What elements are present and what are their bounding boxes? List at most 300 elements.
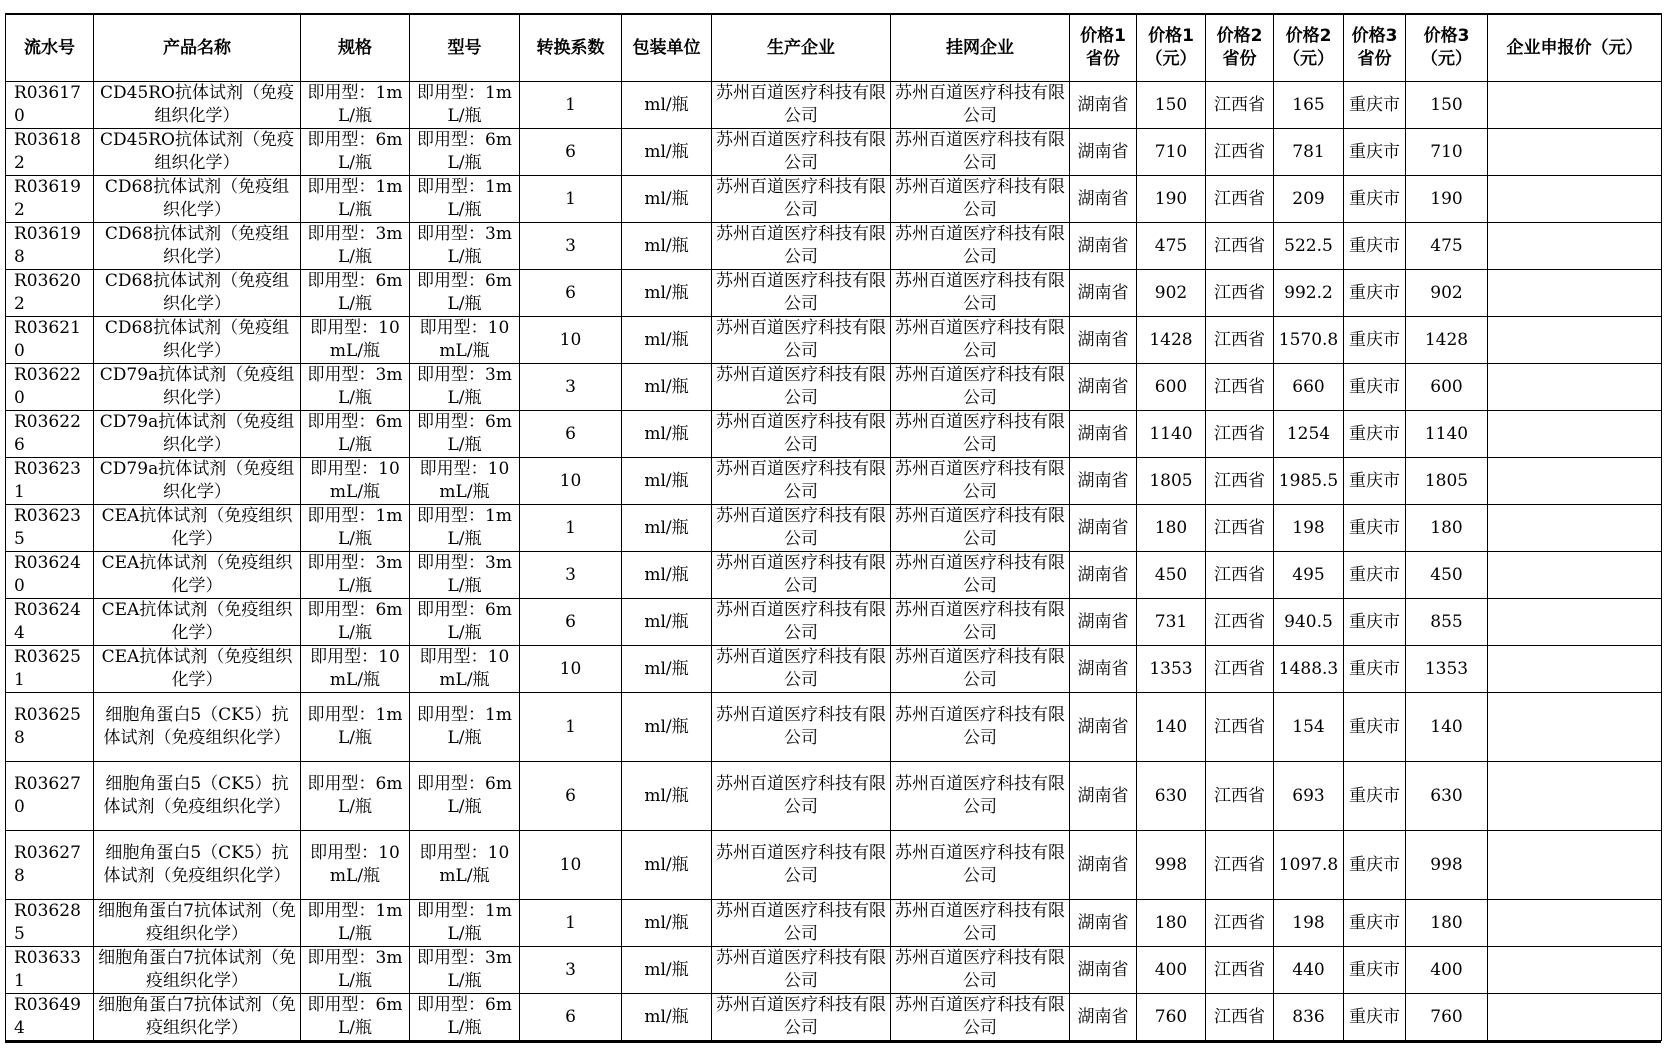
manufacturer-cell: 苏州百道医疗科技有限公司 xyxy=(712,646,891,693)
product-name-cell: 细胞角蛋白5（CK5）抗体试剂（免疫组织化学） xyxy=(94,762,301,831)
conversion-factor-cell: 10 xyxy=(520,458,622,505)
conversion-factor-cell: 6 xyxy=(520,129,622,176)
table-row xyxy=(6,270,1662,317)
specification-cell: 即用型：1mL/瓶 xyxy=(301,505,410,552)
price1-province-cell: 湖南省 xyxy=(1070,82,1137,129)
price1-value-cell: 1428 xyxy=(1137,317,1206,364)
price2-province-cell: 江西省 xyxy=(1206,599,1274,646)
price3-value-cell: 475 xyxy=(1406,223,1488,270)
package-unit-cell: ml/瓶 xyxy=(622,994,712,1041)
price1-value-cell: 1353 xyxy=(1137,646,1206,693)
manufacturer-cell: 苏州百道医疗科技有限公司 xyxy=(712,552,891,599)
model-cell: 即用型：3mL/瓶 xyxy=(410,223,520,270)
product-name-cell: 细胞角蛋白7抗体试剂（免疫组织化学） xyxy=(94,947,301,994)
conversion-factor-cell: 10 xyxy=(520,646,622,693)
column-header-conversion-factor: 转换系数 xyxy=(520,14,622,82)
manufacturer-cell: 苏州百道医疗科技有限公司 xyxy=(712,458,891,505)
manufacturer-cell: 苏州百道医疗科技有限公司 xyxy=(712,270,891,317)
conversion-factor-cell: 3 xyxy=(520,947,622,994)
declared-price-cell xyxy=(1488,505,1662,552)
price2-value-cell: 1097.8 xyxy=(1274,831,1344,900)
conversion-factor-cell: 6 xyxy=(520,762,622,831)
table-row xyxy=(6,994,1662,1041)
price2-value-cell: 209 xyxy=(1274,176,1344,223)
product-name-cell: 细胞角蛋白7抗体试剂（免疫组织化学） xyxy=(94,994,301,1041)
price2-province-cell: 江西省 xyxy=(1206,947,1274,994)
model-cell: 即用型：6mL/瓶 xyxy=(410,994,520,1041)
price1-province-cell: 湖南省 xyxy=(1070,458,1137,505)
model-cell: 即用型：6mL/瓶 xyxy=(410,599,520,646)
price1-province-cell: 湖南省 xyxy=(1070,270,1137,317)
declared-price-cell xyxy=(1488,82,1662,129)
conversion-factor-cell: 10 xyxy=(520,831,622,900)
manufacturer-cell: 苏州百道医疗科技有限公司 xyxy=(712,599,891,646)
specification-cell: 即用型：10mL/瓶 xyxy=(301,317,410,364)
price2-value-cell: 693 xyxy=(1274,762,1344,831)
model-cell: 即用型：1mL/瓶 xyxy=(410,693,520,762)
price2-province-cell: 江西省 xyxy=(1206,411,1274,458)
package-unit-cell: ml/瓶 xyxy=(622,82,712,129)
header-row xyxy=(6,14,1662,82)
conversion-factor-cell: 6 xyxy=(520,411,622,458)
listing-company-cell: 苏州百道医疗科技有限公司 xyxy=(891,129,1070,176)
conversion-factor-cell: 1 xyxy=(520,900,622,947)
product-name-cell: CD45RO抗体试剂（免疫组织化学） xyxy=(94,82,301,129)
product-name-cell: CD68抗体试剂（免疫组织化学） xyxy=(94,270,301,317)
package-unit-cell: ml/瓶 xyxy=(622,505,712,552)
package-unit-cell: ml/瓶 xyxy=(622,693,712,762)
conversion-factor-cell: 6 xyxy=(520,270,622,317)
conversion-factor-cell: 1 xyxy=(520,693,622,762)
package-unit-cell: ml/瓶 xyxy=(622,947,712,994)
price1-province-cell: 湖南省 xyxy=(1070,223,1137,270)
price3-province-cell: 重庆市 xyxy=(1344,129,1406,176)
column-header-price3-value: 价格3（元） xyxy=(1406,14,1488,82)
conversion-factor-cell: 1 xyxy=(520,82,622,129)
price3-value-cell: 600 xyxy=(1406,364,1488,411)
declared-price-cell xyxy=(1488,947,1662,994)
table-row xyxy=(6,552,1662,599)
price2-value-cell: 1488.3 xyxy=(1274,646,1344,693)
conversion-factor-cell: 3 xyxy=(520,223,622,270)
price1-province-cell: 湖南省 xyxy=(1070,129,1137,176)
price1-province-cell: 湖南省 xyxy=(1070,646,1137,693)
listing-company-cell: 苏州百道医疗科技有限公司 xyxy=(891,646,1070,693)
serial-cell: R036210 xyxy=(6,317,94,364)
price2-value-cell: 781 xyxy=(1274,129,1344,176)
table-row xyxy=(6,176,1662,223)
price2-value-cell: 660 xyxy=(1274,364,1344,411)
package-unit-cell: ml/瓶 xyxy=(622,270,712,317)
price1-province-cell: 湖南省 xyxy=(1070,947,1137,994)
column-header-package-unit: 包装单位 xyxy=(622,14,712,82)
specification-cell: 即用型：6mL/瓶 xyxy=(301,762,410,831)
declared-price-cell xyxy=(1488,411,1662,458)
price3-value-cell: 180 xyxy=(1406,505,1488,552)
package-unit-cell: ml/瓶 xyxy=(622,552,712,599)
listing-company-cell: 苏州百道医疗科技有限公司 xyxy=(891,317,1070,364)
table-row xyxy=(6,82,1662,129)
conversion-factor-cell: 6 xyxy=(520,994,622,1041)
price1-value-cell: 180 xyxy=(1137,505,1206,552)
price2-province-cell: 江西省 xyxy=(1206,762,1274,831)
table-row xyxy=(6,693,1662,762)
listing-company-cell: 苏州百道医疗科技有限公司 xyxy=(891,82,1070,129)
price2-value-cell: 940.5 xyxy=(1274,599,1344,646)
product-name-cell: CD79a抗体试剂（免疫组织化学） xyxy=(94,411,301,458)
price2-province-cell: 江西省 xyxy=(1206,458,1274,505)
column-header-model: 型号 xyxy=(410,14,520,82)
price1-value-cell: 450 xyxy=(1137,552,1206,599)
serial-cell: R036202 xyxy=(6,270,94,317)
price2-province-cell: 江西省 xyxy=(1206,270,1274,317)
model-cell: 即用型：10mL/瓶 xyxy=(410,458,520,505)
price1-province-cell: 湖南省 xyxy=(1070,505,1137,552)
package-unit-cell: ml/瓶 xyxy=(622,646,712,693)
product-name-cell: CD68抗体试剂（免疫组织化学） xyxy=(94,176,301,223)
product-name-cell: CEA抗体试剂（免疫组织化学） xyxy=(94,505,301,552)
price3-province-cell: 重庆市 xyxy=(1344,994,1406,1041)
price2-province-cell: 江西省 xyxy=(1206,831,1274,900)
table-row xyxy=(6,364,1662,411)
table-row xyxy=(6,831,1662,900)
price1-value-cell: 630 xyxy=(1137,762,1206,831)
price3-province-cell: 重庆市 xyxy=(1344,831,1406,900)
package-unit-cell: ml/瓶 xyxy=(622,831,712,900)
price3-value-cell: 1140 xyxy=(1406,411,1488,458)
listing-company-cell: 苏州百道医疗科技有限公司 xyxy=(891,458,1070,505)
price3-value-cell: 180 xyxy=(1406,900,1488,947)
price2-value-cell: 1570.8 xyxy=(1274,317,1344,364)
model-cell: 即用型：10mL/瓶 xyxy=(410,831,520,900)
manufacturer-cell: 苏州百道医疗科技有限公司 xyxy=(712,693,891,762)
declared-price-cell xyxy=(1488,176,1662,223)
price3-value-cell: 140 xyxy=(1406,693,1488,762)
column-header-declared-price: 企业申报价（元） xyxy=(1488,14,1662,82)
price3-province-cell: 重庆市 xyxy=(1344,270,1406,317)
table-row xyxy=(6,458,1662,505)
listing-company-cell: 苏州百道医疗科技有限公司 xyxy=(891,270,1070,317)
specification-cell: 即用型：3mL/瓶 xyxy=(301,223,410,270)
model-cell: 即用型：1mL/瓶 xyxy=(410,900,520,947)
product-name-cell: CEA抗体试剂（免疫组织化学） xyxy=(94,552,301,599)
model-cell: 即用型：10mL/瓶 xyxy=(410,646,520,693)
price3-province-cell: 重庆市 xyxy=(1344,552,1406,599)
price3-province-cell: 重庆市 xyxy=(1344,947,1406,994)
price1-value-cell: 180 xyxy=(1137,900,1206,947)
manufacturer-cell: 苏州百道医疗科技有限公司 xyxy=(712,994,891,1041)
column-header-price3-province: 价格3省份 xyxy=(1344,14,1406,82)
price3-province-cell: 重庆市 xyxy=(1344,458,1406,505)
manufacturer-cell: 苏州百道医疗科技有限公司 xyxy=(712,364,891,411)
table-row xyxy=(6,900,1662,947)
manufacturer-cell: 苏州百道医疗科技有限公司 xyxy=(712,762,891,831)
table-row xyxy=(6,947,1662,994)
price3-province-cell: 重庆市 xyxy=(1344,646,1406,693)
price1-value-cell: 710 xyxy=(1137,129,1206,176)
price2-province-cell: 江西省 xyxy=(1206,176,1274,223)
model-cell: 即用型：3mL/瓶 xyxy=(410,364,520,411)
declared-price-cell xyxy=(1488,693,1662,762)
manufacturer-cell: 苏州百道医疗科技有限公司 xyxy=(712,176,891,223)
specification-cell: 即用型：6mL/瓶 xyxy=(301,129,410,176)
table-row xyxy=(6,646,1662,693)
package-unit-cell: ml/瓶 xyxy=(622,223,712,270)
price1-value-cell: 190 xyxy=(1137,176,1206,223)
specification-cell: 即用型：3mL/瓶 xyxy=(301,947,410,994)
price1-province-cell: 湖南省 xyxy=(1070,317,1137,364)
specification-cell: 即用型：6mL/瓶 xyxy=(301,270,410,317)
model-cell: 即用型：6mL/瓶 xyxy=(410,762,520,831)
package-unit-cell: ml/瓶 xyxy=(622,762,712,831)
declared-price-cell xyxy=(1488,831,1662,900)
price3-value-cell: 1353 xyxy=(1406,646,1488,693)
package-unit-cell: ml/瓶 xyxy=(622,176,712,223)
declared-price-cell xyxy=(1488,317,1662,364)
price1-value-cell: 150 xyxy=(1137,82,1206,129)
declared-price-cell xyxy=(1488,364,1662,411)
manufacturer-cell: 苏州百道医疗科技有限公司 xyxy=(712,411,891,458)
declared-price-cell xyxy=(1488,552,1662,599)
table-row xyxy=(6,129,1662,176)
package-unit-cell: ml/瓶 xyxy=(622,900,712,947)
table-row xyxy=(6,223,1662,270)
model-cell: 即用型：3mL/瓶 xyxy=(410,552,520,599)
model-cell: 即用型：6mL/瓶 xyxy=(410,270,520,317)
price1-value-cell: 1805 xyxy=(1137,458,1206,505)
listing-company-cell: 苏州百道医疗科技有限公司 xyxy=(891,411,1070,458)
model-cell: 即用型：10mL/瓶 xyxy=(410,317,520,364)
table-row xyxy=(6,762,1662,831)
declared-price-cell xyxy=(1488,129,1662,176)
table-row xyxy=(6,599,1662,646)
serial-cell: R036278 xyxy=(6,831,94,900)
price2-value-cell: 1985.5 xyxy=(1274,458,1344,505)
price3-province-cell: 重庆市 xyxy=(1344,693,1406,762)
price2-province-cell: 江西省 xyxy=(1206,82,1274,129)
package-unit-cell: ml/瓶 xyxy=(622,411,712,458)
manufacturer-cell: 苏州百道医疗科技有限公司 xyxy=(712,947,891,994)
price2-value-cell: 198 xyxy=(1274,900,1344,947)
package-unit-cell: ml/瓶 xyxy=(622,458,712,505)
listing-company-cell: 苏州百道医疗科技有限公司 xyxy=(891,831,1070,900)
product-name-cell: CD45RO抗体试剂（免疫组织化学） xyxy=(94,129,301,176)
price1-value-cell: 600 xyxy=(1137,364,1206,411)
listing-company-cell: 苏州百道医疗科技有限公司 xyxy=(891,176,1070,223)
price2-province-cell: 江西省 xyxy=(1206,223,1274,270)
price2-province-cell: 江西省 xyxy=(1206,646,1274,693)
package-unit-cell: ml/瓶 xyxy=(622,129,712,176)
price3-province-cell: 重庆市 xyxy=(1344,411,1406,458)
product-name-cell: 细胞角蛋白5（CK5）抗体试剂（免疫组织化学） xyxy=(94,693,301,762)
column-header-specification: 规格 xyxy=(301,14,410,82)
price3-value-cell: 450 xyxy=(1406,552,1488,599)
declared-price-cell xyxy=(1488,599,1662,646)
serial-cell: R036226 xyxy=(6,411,94,458)
price1-province-cell: 湖南省 xyxy=(1070,411,1137,458)
price1-province-cell: 湖南省 xyxy=(1070,552,1137,599)
conversion-factor-cell: 6 xyxy=(520,599,622,646)
serial-cell: R036258 xyxy=(6,693,94,762)
listing-company-cell: 苏州百道医疗科技有限公司 xyxy=(891,364,1070,411)
specification-cell: 即用型：6mL/瓶 xyxy=(301,599,410,646)
model-cell: 即用型：1mL/瓶 xyxy=(410,505,520,552)
model-cell: 即用型：6mL/瓶 xyxy=(410,129,520,176)
listing-company-cell: 苏州百道医疗科技有限公司 xyxy=(891,900,1070,947)
column-header-price2-province: 价格2省份 xyxy=(1206,14,1274,82)
conversion-factor-cell: 1 xyxy=(520,176,622,223)
column-header-manufacturer: 生产企业 xyxy=(712,14,891,82)
package-unit-cell: ml/瓶 xyxy=(622,317,712,364)
model-cell: 即用型：6mL/瓶 xyxy=(410,411,520,458)
price1-value-cell: 731 xyxy=(1137,599,1206,646)
price3-value-cell: 150 xyxy=(1406,82,1488,129)
manufacturer-cell: 苏州百道医疗科技有限公司 xyxy=(712,505,891,552)
price1-value-cell: 760 xyxy=(1137,994,1206,1041)
price-table-sheet xyxy=(5,13,1661,1043)
declared-price-cell xyxy=(1488,994,1662,1041)
price3-value-cell: 1805 xyxy=(1406,458,1488,505)
serial-cell: R036192 xyxy=(6,176,94,223)
table-row xyxy=(6,317,1662,364)
price3-province-cell: 重庆市 xyxy=(1344,82,1406,129)
price3-value-cell: 1428 xyxy=(1406,317,1488,364)
manufacturer-cell: 苏州百道医疗科技有限公司 xyxy=(712,223,891,270)
product-name-cell: CEA抗体试剂（免疫组织化学） xyxy=(94,646,301,693)
model-cell: 即用型：1mL/瓶 xyxy=(410,82,520,129)
listing-company-cell: 苏州百道医疗科技有限公司 xyxy=(891,762,1070,831)
price3-value-cell: 855 xyxy=(1406,599,1488,646)
price2-province-cell: 江西省 xyxy=(1206,693,1274,762)
price1-province-cell: 湖南省 xyxy=(1070,176,1137,223)
manufacturer-cell: 苏州百道医疗科技有限公司 xyxy=(712,900,891,947)
specification-cell: 即用型：1mL/瓶 xyxy=(301,176,410,223)
product-name-cell: 细胞角蛋白7抗体试剂（免疫组织化学） xyxy=(94,900,301,947)
product-name-cell: CD68抗体试剂（免疫组织化学） xyxy=(94,317,301,364)
column-header-price1-province: 价格1省份 xyxy=(1070,14,1137,82)
listing-company-cell: 苏州百道医疗科技有限公司 xyxy=(891,552,1070,599)
serial-cell: R036220 xyxy=(6,364,94,411)
price2-province-cell: 江西省 xyxy=(1206,552,1274,599)
specification-cell: 即用型：3mL/瓶 xyxy=(301,552,410,599)
product-name-cell: CD79a抗体试剂（免疫组织化学） xyxy=(94,364,301,411)
specification-cell: 即用型：10mL/瓶 xyxy=(301,646,410,693)
specification-cell: 即用型：1mL/瓶 xyxy=(301,82,410,129)
serial-cell: R036244 xyxy=(6,599,94,646)
serial-cell: R036331 xyxy=(6,947,94,994)
serial-cell: R036198 xyxy=(6,223,94,270)
serial-cell: R036235 xyxy=(6,505,94,552)
listing-company-cell: 苏州百道医疗科技有限公司 xyxy=(891,505,1070,552)
conversion-factor-cell: 10 xyxy=(520,317,622,364)
price2-value-cell: 1254 xyxy=(1274,411,1344,458)
price3-value-cell: 400 xyxy=(1406,947,1488,994)
declared-price-cell xyxy=(1488,646,1662,693)
price1-province-cell: 湖南省 xyxy=(1070,900,1137,947)
price1-value-cell: 400 xyxy=(1137,947,1206,994)
price3-value-cell: 630 xyxy=(1406,762,1488,831)
price1-province-cell: 湖南省 xyxy=(1070,994,1137,1041)
price3-province-cell: 重庆市 xyxy=(1344,599,1406,646)
conversion-factor-cell: 3 xyxy=(520,364,622,411)
price2-province-cell: 江西省 xyxy=(1206,994,1274,1041)
price2-province-cell: 江西省 xyxy=(1206,364,1274,411)
declared-price-cell xyxy=(1488,900,1662,947)
price3-province-cell: 重庆市 xyxy=(1344,176,1406,223)
price2-value-cell: 198 xyxy=(1274,505,1344,552)
manufacturer-cell: 苏州百道医疗科技有限公司 xyxy=(712,317,891,364)
price2-province-cell: 江西省 xyxy=(1206,505,1274,552)
price3-province-cell: 重庆市 xyxy=(1344,223,1406,270)
conversion-factor-cell: 3 xyxy=(520,552,622,599)
price1-value-cell: 1140 xyxy=(1137,411,1206,458)
manufacturer-cell: 苏州百道医疗科技有限公司 xyxy=(712,129,891,176)
conversion-factor-cell: 1 xyxy=(520,505,622,552)
column-header-listing-company: 挂网企业 xyxy=(891,14,1070,82)
price2-value-cell: 522.5 xyxy=(1274,223,1344,270)
table-body xyxy=(6,82,1662,1041)
price1-province-cell: 湖南省 xyxy=(1070,831,1137,900)
price3-province-cell: 重庆市 xyxy=(1344,505,1406,552)
column-header-price1-value: 价格1（元） xyxy=(1137,14,1206,82)
model-cell: 即用型：1mL/瓶 xyxy=(410,176,520,223)
listing-company-cell: 苏州百道医疗科技有限公司 xyxy=(891,693,1070,762)
price2-province-cell: 江西省 xyxy=(1206,317,1274,364)
price3-province-cell: 重庆市 xyxy=(1344,364,1406,411)
serial-cell: R036231 xyxy=(6,458,94,505)
price-table xyxy=(5,13,1662,1041)
specification-cell: 即用型：6mL/瓶 xyxy=(301,411,410,458)
price1-value-cell: 902 xyxy=(1137,270,1206,317)
serial-cell: R036170 xyxy=(6,82,94,129)
declared-price-cell xyxy=(1488,762,1662,831)
manufacturer-cell: 苏州百道医疗科技有限公司 xyxy=(712,82,891,129)
price2-province-cell: 江西省 xyxy=(1206,900,1274,947)
declared-price-cell xyxy=(1488,458,1662,505)
price2-value-cell: 440 xyxy=(1274,947,1344,994)
declared-price-cell xyxy=(1488,223,1662,270)
price3-province-cell: 重庆市 xyxy=(1344,762,1406,831)
serial-cell: R036251 xyxy=(6,646,94,693)
price3-province-cell: 重庆市 xyxy=(1344,317,1406,364)
price3-province-cell: 重庆市 xyxy=(1344,900,1406,947)
serial-cell: R036182 xyxy=(6,129,94,176)
price2-value-cell: 836 xyxy=(1274,994,1344,1041)
price1-province-cell: 湖南省 xyxy=(1070,364,1137,411)
column-header-price2-value: 价格2（元） xyxy=(1274,14,1344,82)
specification-cell: 即用型：3mL/瓶 xyxy=(301,364,410,411)
table-row xyxy=(6,505,1662,552)
price1-province-cell: 湖南省 xyxy=(1070,693,1137,762)
listing-company-cell: 苏州百道医疗科技有限公司 xyxy=(891,994,1070,1041)
price1-value-cell: 140 xyxy=(1137,693,1206,762)
table-row xyxy=(6,411,1662,458)
listing-company-cell: 苏州百道医疗科技有限公司 xyxy=(891,599,1070,646)
serial-cell: R036240 xyxy=(6,552,94,599)
model-cell: 即用型：3mL/瓶 xyxy=(410,947,520,994)
price1-value-cell: 475 xyxy=(1137,223,1206,270)
price1-province-cell: 湖南省 xyxy=(1070,762,1137,831)
price3-value-cell: 998 xyxy=(1406,831,1488,900)
price2-value-cell: 992.2 xyxy=(1274,270,1344,317)
serial-cell: R036285 xyxy=(6,900,94,947)
price3-value-cell: 710 xyxy=(1406,129,1488,176)
package-unit-cell: ml/瓶 xyxy=(622,599,712,646)
price1-province-cell: 湖南省 xyxy=(1070,599,1137,646)
column-header-product-name: 产品名称 xyxy=(94,14,301,82)
listing-company-cell: 苏州百道医疗科技有限公司 xyxy=(891,223,1070,270)
price2-value-cell: 165 xyxy=(1274,82,1344,129)
